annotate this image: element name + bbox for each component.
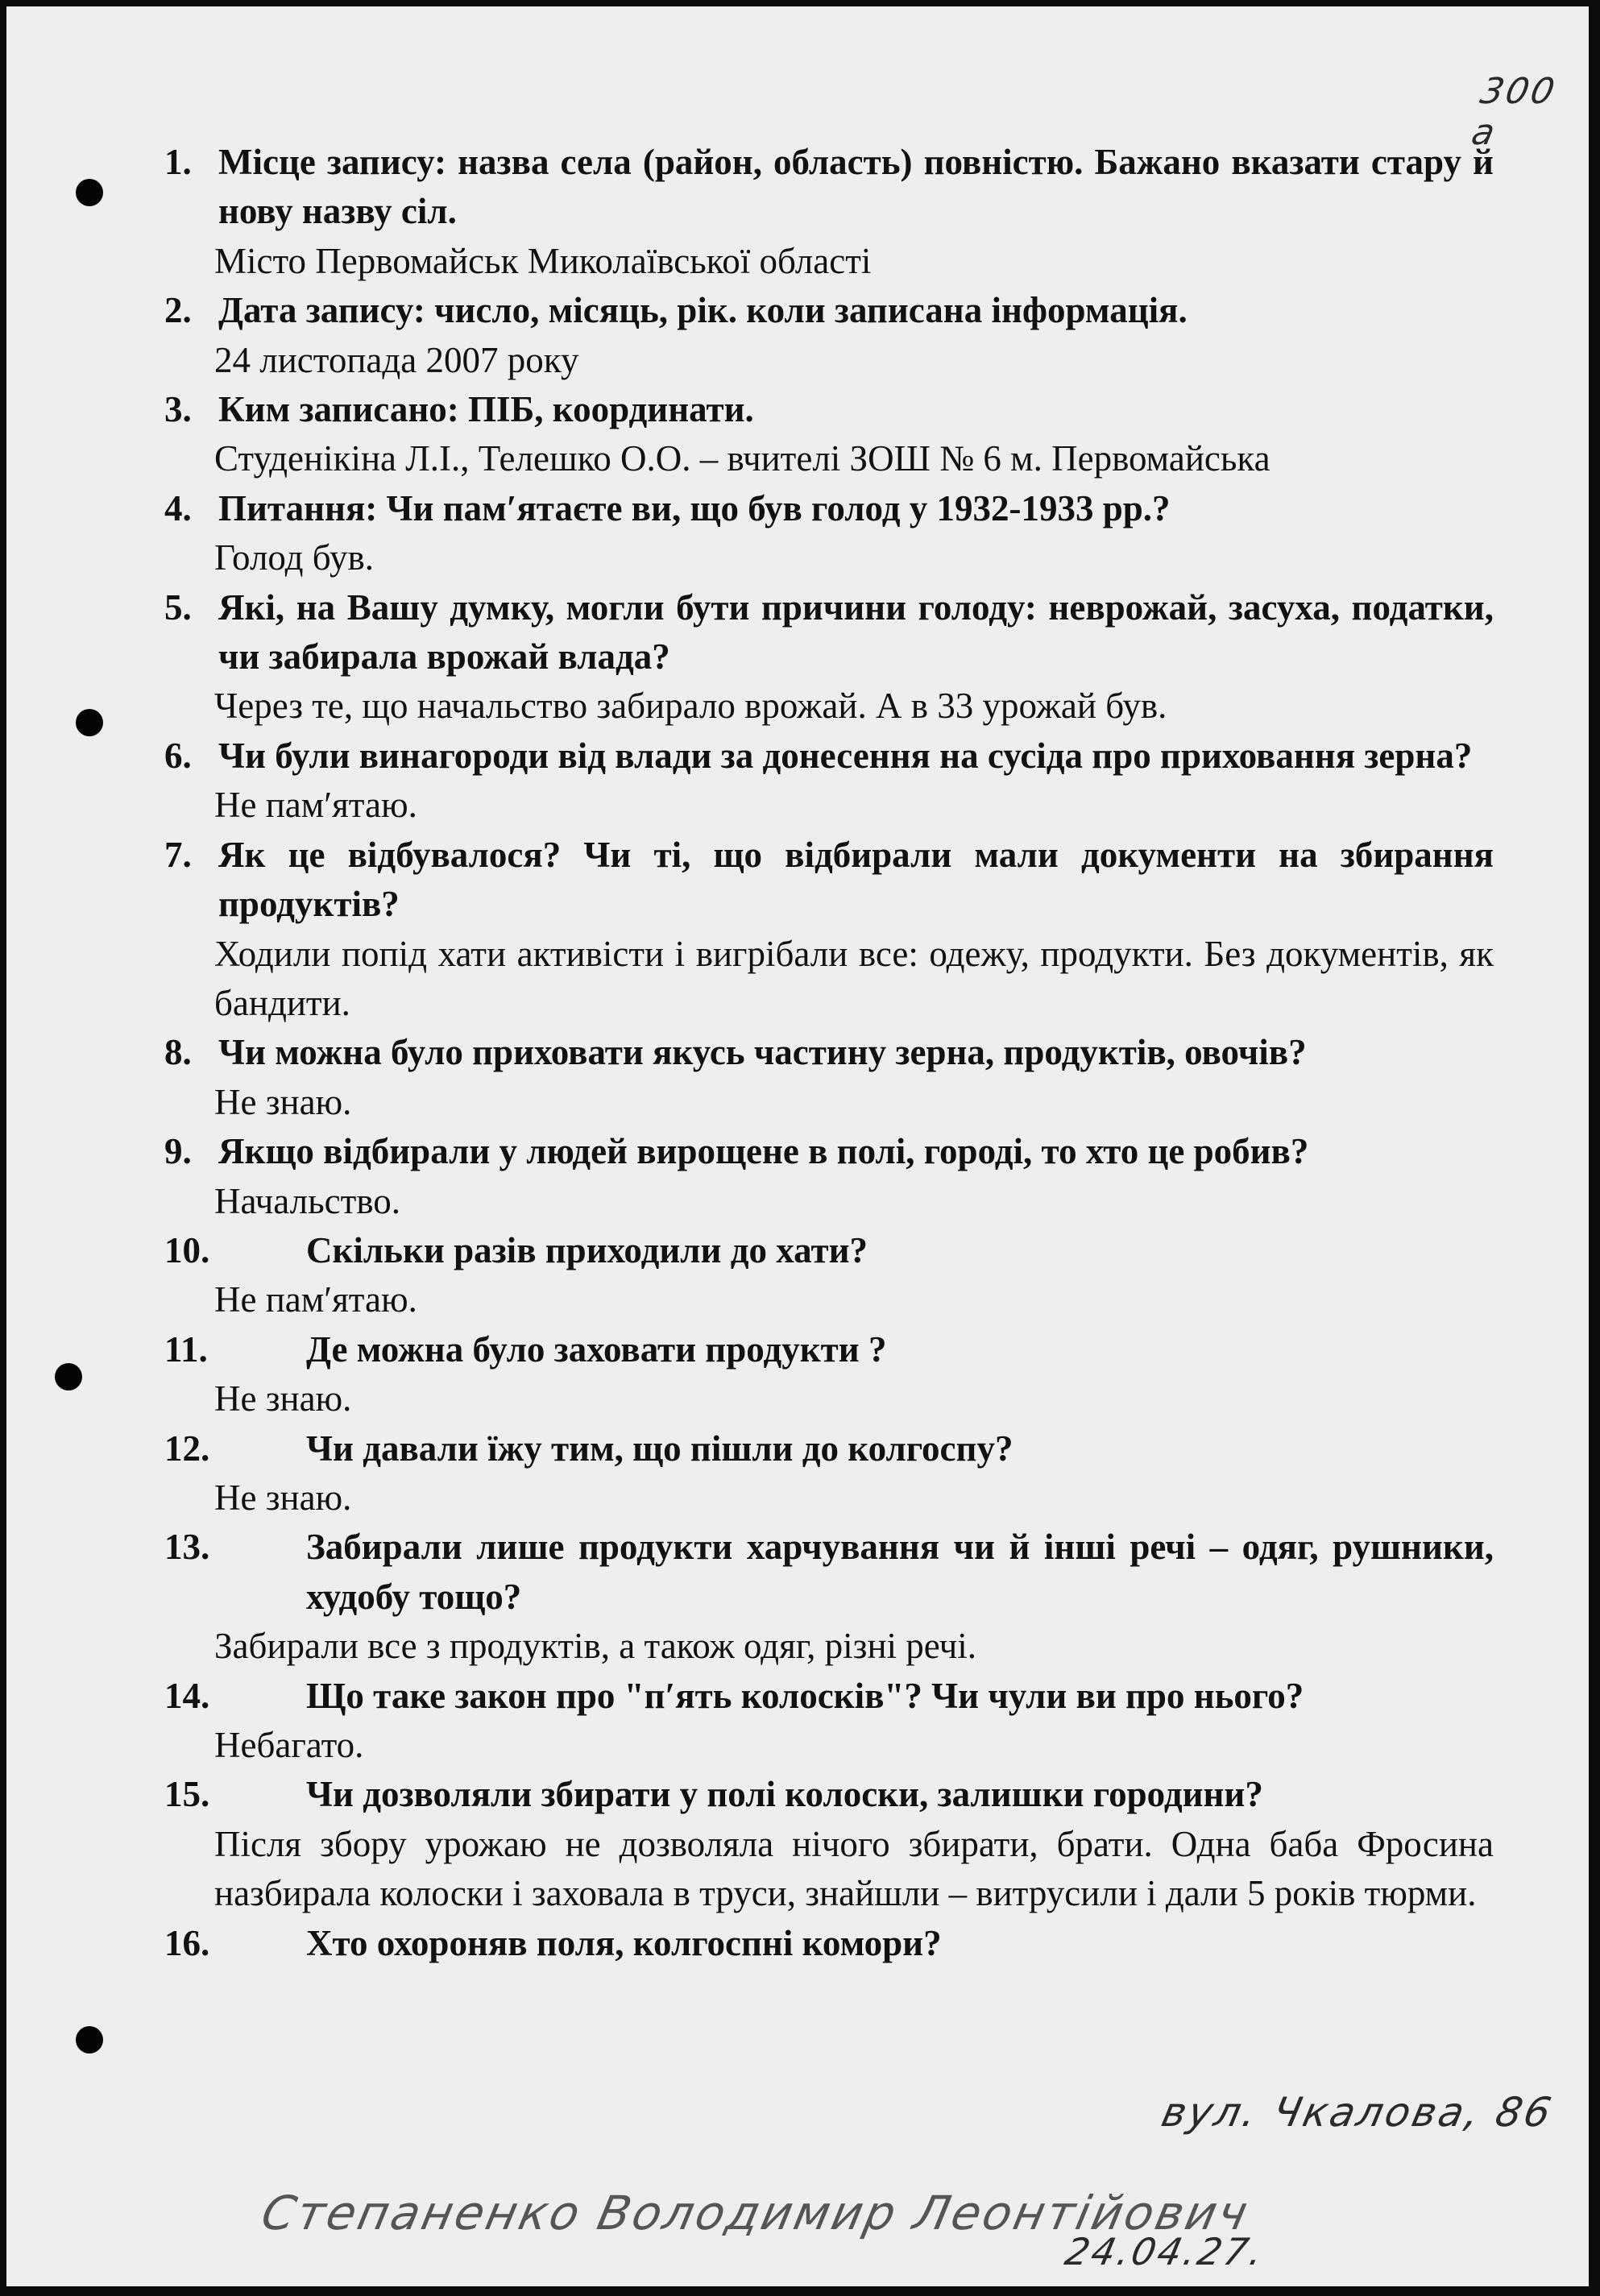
question: [164, 1919, 1494, 1968]
question-item: [164, 1770, 1494, 1918]
question: [164, 583, 1494, 682]
handwritten-signature: Степаненко Володимир Леонтійович: [256, 2186, 1255, 2240]
answer-text: Забирали все з продуктів, а також одяг, різні речі.: [214, 1626, 977, 1667]
question-text: Дата запису: число, місяць, рік. коли записана інформація.: [218, 290, 1188, 331]
question-text: Хто охороняв поля, колгоспні комори?: [306, 1922, 942, 1963]
question-text: Ким записано: ПІБ, координати.: [218, 389, 754, 430]
question-number: 3.: [164, 389, 192, 430]
punch-hole: [55, 1363, 82, 1390]
question-text: Чи дозволяли збирати у полі колоски, залишки городини?: [306, 1774, 1263, 1815]
question: [164, 1127, 1494, 1176]
question: [164, 385, 1494, 434]
question-item: [164, 1424, 1494, 1523]
answer-text: Студенікіна Л.І., Телешко О.О. – вчителі ЗОШ № 6 м. Первомайська: [214, 438, 1270, 479]
question-text: Які, на Вашу думку, могли бути причини голоду: неврожай, засуха, податки, чи забирала врожай влада?: [218, 586, 1494, 678]
question-text: Забирали лише продукти харчування чи й інші речі – одяг, рушники, худобу тощо?: [306, 1527, 1494, 1617]
punch-hole: [76, 709, 103, 736]
question-item: [164, 385, 1494, 484]
answer-text: Голод був.: [214, 537, 374, 578]
question: [164, 1770, 1494, 1819]
question-item: [164, 1672, 1494, 1771]
question-item: [164, 1127, 1494, 1226]
question-text: Скільки разів приходили до хати?: [306, 1229, 868, 1270]
question-number: 6.: [164, 735, 192, 776]
question-item: [164, 583, 1494, 731]
question-item: [164, 1028, 1494, 1127]
question-number: 9.: [164, 1131, 192, 1172]
question: [164, 138, 1494, 237]
question-item: [164, 138, 1494, 286]
punch-hole: [76, 2026, 103, 2054]
question-number: 5.: [164, 586, 192, 628]
answer-text: Не пам′ятаю.: [214, 785, 417, 826]
answer-text: Після збору урожаю не дозволяла нічого збирати, брати. Одна баба Фросина назбирала колоски і заховала в труси, знайшли – витрусили і дали 5 років тюрми.: [214, 1823, 1494, 1914]
question-text: Чи були винагороди від влади за донесення на сусіда про приховання зерна?: [218, 735, 1473, 776]
answer-text: Небагато.: [214, 1725, 364, 1765]
question: [164, 1523, 1494, 1622]
question-text: Питання: Чи пам′ятаєте ви, що був голод у 1932-1933 рр.?: [218, 487, 1171, 528]
answer-text: Не знаю.: [214, 1081, 352, 1122]
document-page: [6, 6, 1589, 2286]
answer-text: 24 листопада 2007 року: [214, 339, 579, 380]
question-number: 2.: [164, 290, 192, 331]
question-number: 10.: [164, 1229, 210, 1270]
answer-text: Через те, що начальство забирало врожай. А в 33 урожай був.: [214, 686, 1167, 727]
question: [164, 831, 1494, 930]
question-item: [164, 1523, 1494, 1671]
question: [164, 1325, 1494, 1374]
question-text: Місце запису: назва села (район, область) повністю. Бажано вказати стару й нову назву сіл.: [218, 142, 1494, 232]
handwritten-date: 24.04.27.: [1061, 2230, 1270, 2273]
answer-text: Не пам′ятаю.: [214, 1279, 417, 1320]
question-number: 1.: [164, 142, 192, 182]
question-text: Де можна було заховати продукти ?: [306, 1328, 887, 1370]
question-item: [164, 1226, 1494, 1325]
answer-text: Місто Первомайськ Миколаївської області: [214, 240, 872, 281]
question-number: 13.: [164, 1527, 210, 1568]
questionnaire: [164, 138, 1494, 1968]
question-number: 14.: [164, 1675, 210, 1716]
question-number: 15.: [164, 1774, 210, 1815]
question: [164, 484, 1494, 533]
answer-text: Ходили попід хати активісти і вигрібали все: одежу, продукти. Без документів, як бандити.: [214, 933, 1494, 1023]
answer-text: Не знаю.: [214, 1477, 352, 1518]
question-number: 4.: [164, 487, 192, 528]
answer-text: Начальство.: [214, 1180, 400, 1221]
question-text: Що таке закон про "п′ять колосків"? Чи чули ви про нього?: [306, 1675, 1304, 1716]
punch-hole: [76, 179, 103, 206]
question-number: 16.: [164, 1922, 210, 1963]
question-item: [164, 1919, 1494, 1968]
question-text: Якщо відбирали у людей вирощене в полі, городі, то хто це робив?: [218, 1131, 1309, 1172]
question-item: [164, 286, 1494, 385]
question-text: Чи давали їжу тим, що пішли до колгоспу?: [306, 1428, 1013, 1469]
question: [164, 286, 1494, 335]
question-text: Як це відбувалося? Чи ті, що відбирали мали документи на збирання продуктів?: [218, 834, 1494, 925]
question-number: 11.: [164, 1328, 208, 1370]
question-item: [164, 731, 1494, 831]
question-item: [164, 831, 1494, 1029]
question: [164, 731, 1494, 781]
question-text: Чи можна було приховати якусь частину зерна, продуктів, овочів?: [218, 1032, 1307, 1073]
question: [164, 1226, 1494, 1275]
question-number: 7.: [164, 834, 192, 875]
question-number: 12.: [164, 1428, 210, 1469]
question: [164, 1424, 1494, 1473]
handwritten-address: вул. Чкалова, 86: [1157, 2089, 1558, 2136]
question: [164, 1672, 1494, 1721]
archive-number: 300 а: [1468, 71, 1561, 153]
answer-text: Не знаю.: [214, 1378, 352, 1419]
question-number: 8.: [164, 1032, 192, 1073]
question-item: [164, 484, 1494, 583]
question: [164, 1028, 1494, 1077]
question-item: [164, 1325, 1494, 1424]
